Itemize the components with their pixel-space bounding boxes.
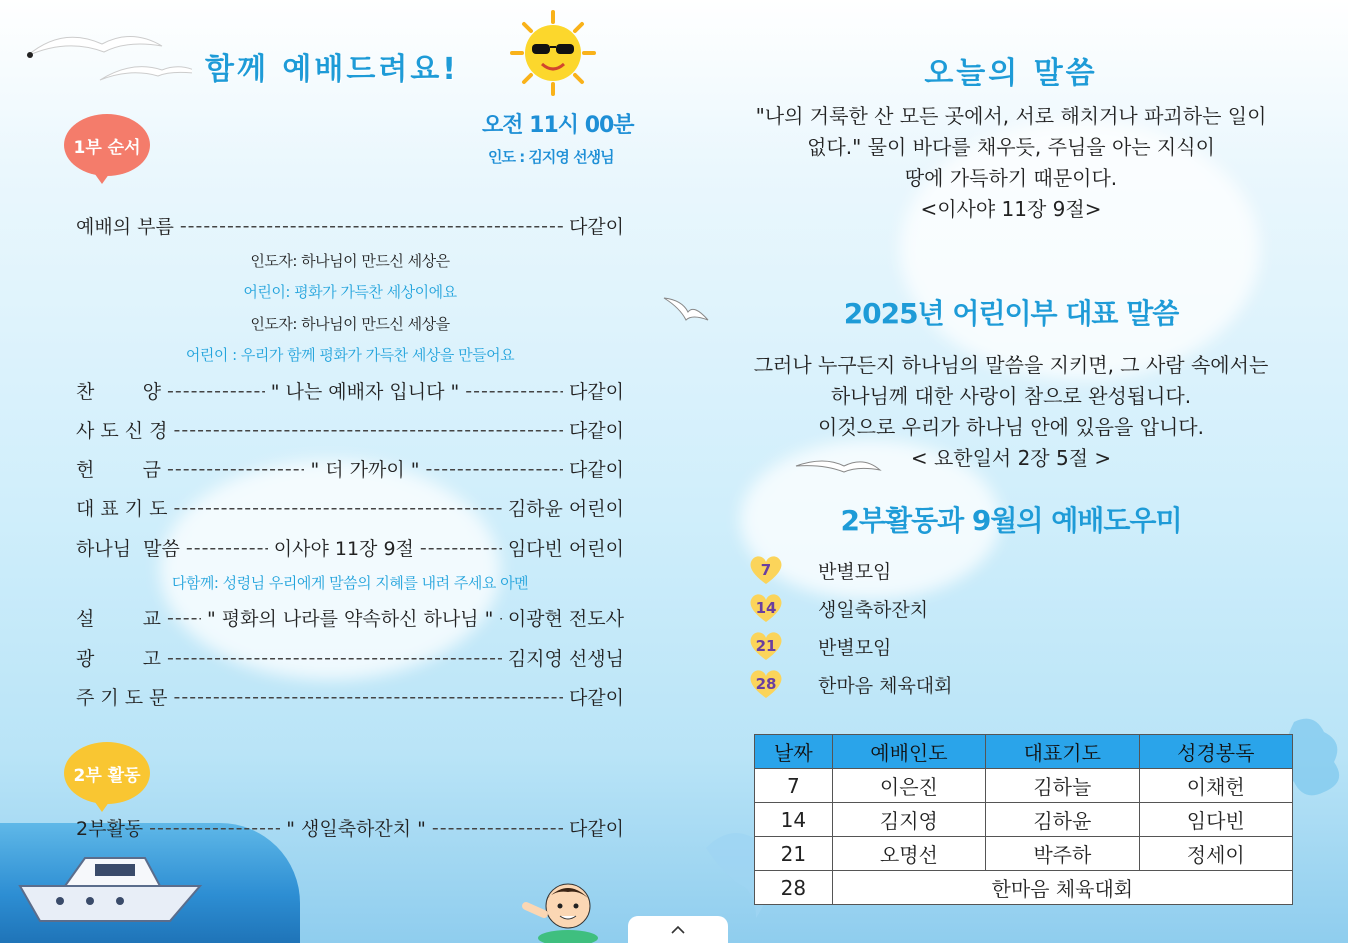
dash-line xyxy=(167,647,502,669)
order-row-part2 xyxy=(76,814,624,841)
table-cell: 이은진 xyxy=(832,769,985,803)
word-line: 이것으로 우리가 하나님 안에 있음을 압니다. xyxy=(818,415,1204,439)
activity-label: 반별모임 xyxy=(818,560,892,583)
table-header: 날짜 xyxy=(755,735,833,769)
part1-badge: 1부 순서 xyxy=(64,114,150,176)
table-row xyxy=(755,871,1293,905)
page-title: 함께 예배드려요! xyxy=(205,52,459,87)
table-row xyxy=(755,837,1293,871)
order-label: 예배의 부름 xyxy=(76,216,174,238)
heart-icon xyxy=(748,630,784,662)
order-detail: " 더 가까이 " xyxy=(310,459,420,481)
order-person: 다같이 xyxy=(568,459,625,481)
activity-list xyxy=(748,551,1048,703)
word-line: "나의 거룩한 산 모든 곳에서, 서로 해치거나 파괴하는 일이 xyxy=(755,104,1267,128)
activity-item xyxy=(748,665,1048,703)
dash-line xyxy=(465,380,563,402)
order-detail: " 생일축하잔치 " xyxy=(286,818,426,840)
table-cell: 오명선 xyxy=(832,837,985,871)
order-row xyxy=(76,494,624,521)
dash-line xyxy=(149,817,280,839)
heart-icon xyxy=(748,668,784,700)
order-row xyxy=(76,604,624,631)
order-person: 임다빈 어린이 xyxy=(507,538,624,560)
table-cell: 임다빈 xyxy=(1139,803,1292,837)
order-person: 다같이 xyxy=(568,818,624,840)
table-header-row xyxy=(755,735,1293,769)
activity-label: 생일축하잔치 xyxy=(818,598,929,621)
order-person: 다같이 xyxy=(568,420,624,442)
chevron-up-icon xyxy=(670,925,686,935)
activity-day: 14 xyxy=(755,599,777,617)
boat-icon xyxy=(10,846,210,926)
responsive-line: 인도자: 하나님이 만드신 세상을 xyxy=(250,315,450,333)
order-label: 하나님 말씀 xyxy=(76,538,180,560)
activity-day: 7 xyxy=(760,561,772,579)
table-cell: 김하늘 xyxy=(986,769,1139,803)
word-reference: <이사야 11장 9절> xyxy=(920,197,1102,221)
order-row xyxy=(76,683,624,710)
word-line: 없다." 물이 바다를 채우듯, 주님을 아는 지식이 xyxy=(807,135,1215,159)
dash-line xyxy=(174,497,502,519)
order-row xyxy=(76,644,624,671)
activity-title: 2부활동과 9월의 예배도우미 xyxy=(840,504,1182,537)
table-header: 성경봉독 xyxy=(1139,735,1292,769)
order-person: 김지영 선생님 xyxy=(507,648,624,670)
sun-icon xyxy=(510,10,596,96)
activity-day: 28 xyxy=(755,675,777,693)
table-cell: 김지영 xyxy=(832,803,985,837)
responsive-line: 어린이: 평화가 가득찬 세상이에요 xyxy=(243,283,457,301)
dash-line xyxy=(167,380,265,402)
dash-line xyxy=(167,458,304,480)
activity-item xyxy=(748,627,1048,665)
responsive-line: 인도자: 하나님이 만드신 세상은 xyxy=(250,252,450,270)
heart-icon xyxy=(748,592,784,624)
responsive-line: 어린이 : 우리가 함께 평화가 가득찬 세상을 만들어요 xyxy=(185,346,515,364)
table-cell: 이채헌 xyxy=(1139,769,1292,803)
table-cell: 한마음 체육대회 xyxy=(832,871,1292,905)
order-label: 헌 금 xyxy=(76,459,162,481)
order-row xyxy=(76,416,624,443)
helper-table xyxy=(754,734,1293,905)
order-label: 설 교 xyxy=(76,608,162,630)
activity-label: 한마음 체육대회 xyxy=(818,674,953,697)
part2-badge: 2부 활동 xyxy=(64,742,150,804)
order-label: 대 표 기 도 xyxy=(76,498,168,520)
order-row xyxy=(76,534,624,561)
table-cell: 28 xyxy=(755,871,833,905)
order-label: 찬 양 xyxy=(76,381,162,403)
table-row xyxy=(755,769,1293,803)
dash-line xyxy=(432,817,563,839)
order-person: 다같이 xyxy=(568,216,624,238)
heart-icon xyxy=(748,554,784,586)
table-cell: 14 xyxy=(755,803,833,837)
dash-line xyxy=(167,607,201,629)
dash-line xyxy=(426,458,563,480)
dash-line xyxy=(174,686,563,708)
service-time: 오전 11시 00분 xyxy=(482,113,634,138)
word-line: 그러나 누구든지 하나님의 말씀을 지키면, 그 사람 속에서는 xyxy=(753,353,1269,377)
order-label: 사 도 신 경 xyxy=(76,420,168,442)
table-header: 예배인도 xyxy=(832,735,985,769)
activity-item xyxy=(748,589,1048,627)
word-title: 오늘의 말씀 xyxy=(924,56,1098,91)
table-cell: 정세이 xyxy=(1139,837,1292,871)
activity-item xyxy=(748,551,1048,589)
scroll-up-button[interactable] xyxy=(628,916,728,943)
order-person: 다같이 xyxy=(568,687,624,709)
word-line: 땅에 가득하기 때문이다. xyxy=(904,166,1118,190)
seagull-icon xyxy=(794,452,884,478)
dash-line xyxy=(186,537,268,559)
today-word xyxy=(674,101,1348,225)
dash-line xyxy=(499,607,502,629)
order-detail: " 나는 예배자 입니다 " xyxy=(270,381,460,403)
together-prayer: 다함께: 성령님 우리에게 말씀의 지혜를 내려 주세요 아멘 xyxy=(171,574,529,592)
activity-label: 반별모임 xyxy=(818,636,892,659)
order-label: 광 고 xyxy=(76,648,162,670)
table-header: 대표기도 xyxy=(986,735,1139,769)
order-row xyxy=(76,455,624,482)
order-row-call xyxy=(76,212,624,239)
service-leader: 인도 : 김지영 선생님 xyxy=(488,148,614,166)
child-swimmer-icon xyxy=(520,876,600,943)
activity-day: 21 xyxy=(755,637,777,655)
table-cell: 7 xyxy=(755,769,833,803)
table-cell: 박주하 xyxy=(986,837,1139,871)
dash-line xyxy=(420,537,502,559)
order-detail: " 평화의 나라를 약속하신 하나님 " xyxy=(207,608,494,630)
dash-line xyxy=(180,215,563,237)
table-row xyxy=(755,803,1293,837)
year-word-title: 2025년 어린이부 대표 말씀 xyxy=(843,297,1179,330)
order-row xyxy=(76,377,624,404)
order-detail: 이사야 11장 9절 xyxy=(273,538,414,560)
order-person: 김하윤 어린이 xyxy=(507,498,624,520)
word-reference: < 요한일서 2장 5절 > xyxy=(910,446,1112,470)
seagull-icon xyxy=(22,18,192,88)
table-cell: 김하윤 xyxy=(986,803,1139,837)
order-label: 주 기 도 문 xyxy=(76,687,168,709)
order-person: 다같이 xyxy=(568,381,625,403)
word-line: 하나님께 대한 사랑이 참으로 완성됩니다. xyxy=(830,384,1192,408)
dash-line xyxy=(174,419,563,441)
order-person: 이광현 전도사 xyxy=(507,608,624,630)
table-cell: 21 xyxy=(755,837,833,871)
order-label: 2부활동 xyxy=(76,818,144,840)
year-word xyxy=(674,350,1348,474)
